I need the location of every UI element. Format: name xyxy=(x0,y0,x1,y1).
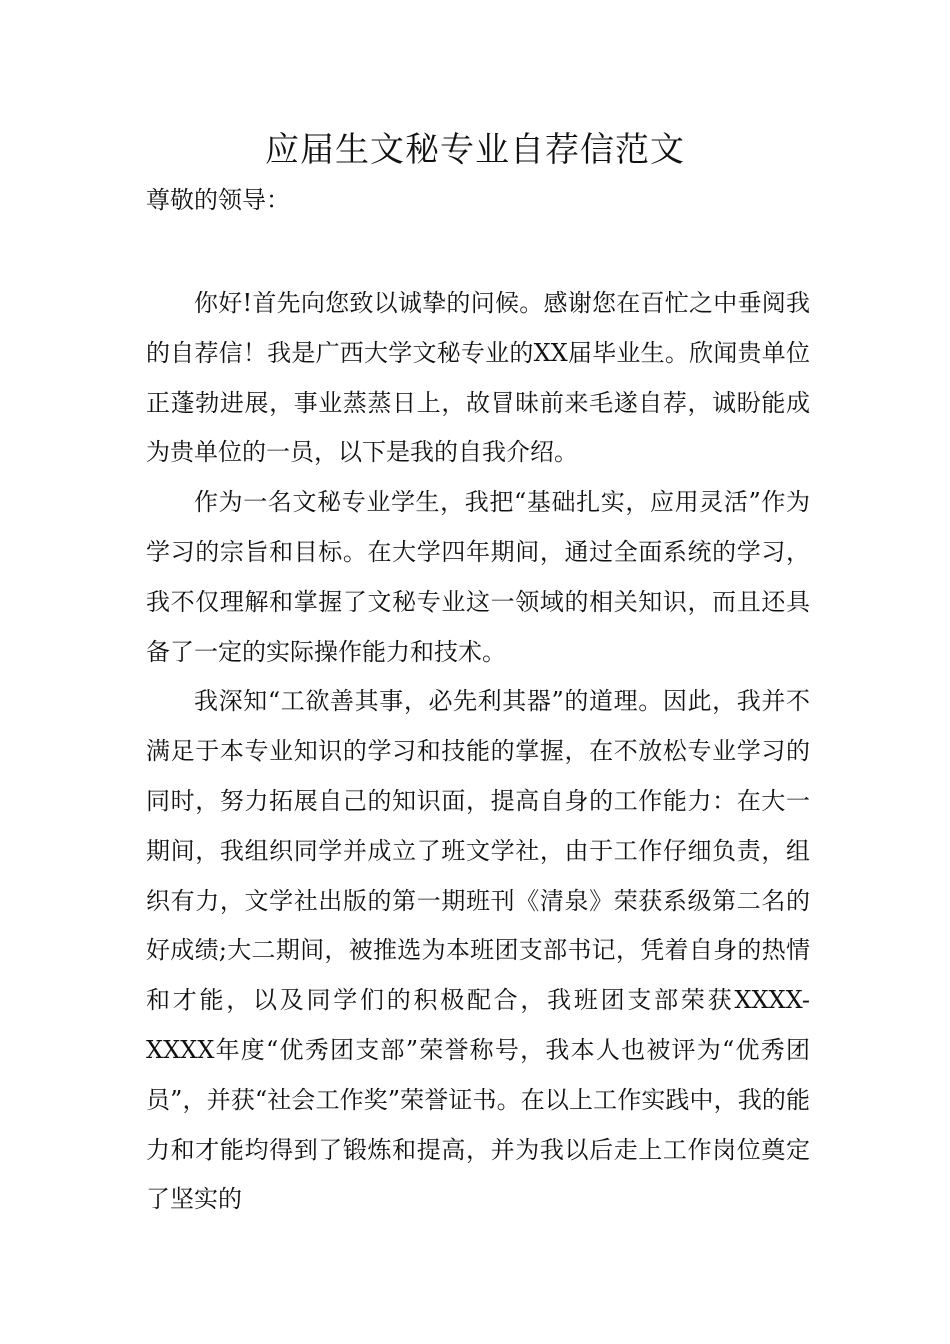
paragraph-greeting: 你好!首先向您致以诚挚的问候。感谢您在百忙之中垂阅我的自荐信！我是广西大学文秘专业的XX届毕业生。欣闻贵单位正蓬勃进展，事业蒸蒸日上，故冒昧前来毛遂自荐，诚盼能成为贵单位的一员，以下是我的自我介绍。 xyxy=(146,289,810,467)
salutation: 尊敬的领导： xyxy=(146,186,290,214)
paragraph-experience: 我深知“工欲善其事，必先利其器”的道理。因此，我并不满足于本专业知识的学习和技能的掌握，在不放松专业学习的同时，努力拓展自己的知识面，提高自身的工作能力：在大一期间，我组织同学并成立了班文学社，由于工作仔细负责，组织有力，文学社出版的第一期班刊《清泉》荣获系级第二名的好成绩;大二期间，被推选为本班团支部书记，凭着自身的热情和才能，以及同学们的积极配合，我班团支部荣获XXXX-XXXX年度“优秀团支部”荣誉称号，我本人也被评为“优秀团员”，并获“社会工作奖”荣誉证书。在以上工作实践中，我的能力和才能均得到了锻炼和提高，并为我以后走上工作岗位奠定了坚实的 xyxy=(146,687,810,1214)
paragraph-study-goals: 作为一名文秘专业学生，我把“基础扎实，应用灵活”作为学习的宗旨和目标。在大学四年期间，通过全面系统的学习，我不仅理解和掌握了文秘专业这一领域的相关知识，而且还具备了一定的实际操作能力和技术。 xyxy=(146,488,810,666)
letter-body xyxy=(146,279,810,1225)
document-title: 应届生文秘专业自荐信范文 xyxy=(265,130,685,170)
